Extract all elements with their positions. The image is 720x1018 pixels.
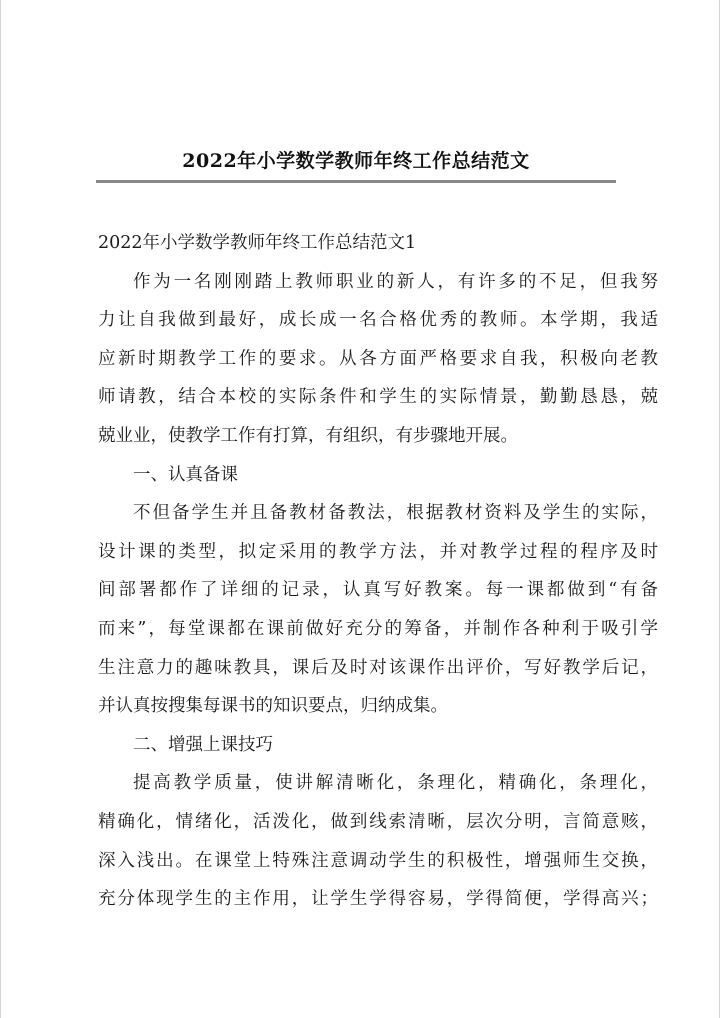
- paragraph-line: 设计课的类型，拟定采用的教学方法，并对教学过程的程序及时: [98, 541, 658, 562]
- paragraph-line: 应新时期教学工作的要求。从各方面严格要求自我，积极向老教: [98, 348, 658, 369]
- section-heading: 一、认真备课: [133, 464, 238, 485]
- paragraph-line: 间部署都作了详细的记录，认真写好教案。每一课都做到“有备: [98, 580, 658, 601]
- paragraph-line: 作为一名刚刚踏上教师职业的新人，有许多的不足，但我努: [133, 271, 658, 292]
- title-underline: [96, 180, 616, 183]
- paragraph-line: 深入浅出。在课堂上特殊注意调动学生的积极性，增强师生交换，: [98, 850, 658, 871]
- paragraph-line: 兢业业，使教学工作有打算，有组织，有步骤地开展。: [98, 425, 518, 446]
- paragraph-line: 提高教学质量，使讲解清晰化，条理化，精确化，条理化，: [133, 773, 658, 794]
- paragraph-line: 并认真按搜集每课书的知识要点，归纳成集。: [98, 696, 448, 717]
- section-heading: 二、增强上课技巧: [133, 734, 273, 755]
- section-subtitle: 2022年小学数学教师年终工作总结范文1: [98, 233, 417, 253]
- paragraph-line: 精确化，情绪化，活泼化，做到线索清晰，层次分明，言简意赅，: [98, 811, 658, 832]
- document-title: 2022年小学数学教师年终工作总结范文: [182, 150, 530, 172]
- paragraph-line: 师请教，结合本校的实际条件和学生的实际情景，勤勤恳恳，兢: [98, 387, 658, 408]
- paragraph-line: 生注意力的趣味教具，课后及时对该课作出评价，写好教学后记，: [98, 657, 658, 678]
- paragraph-line: 力让自我做到最好，成长成一名合格优秀的教师。本学期，我适: [98, 310, 658, 331]
- paragraph-line: 不但备学生并且备教材备教法，根据教材资料及学生的实际，: [133, 503, 658, 524]
- document-body: [98, 224, 658, 919]
- paragraph-line: 充分体现学生的主作用，让学生学得容易，学得简便，学得高兴；: [98, 889, 658, 910]
- paragraph-line: 而来”，每堂课都在课前做好充分的筹备，并制作各种利于吸引学: [98, 618, 658, 639]
